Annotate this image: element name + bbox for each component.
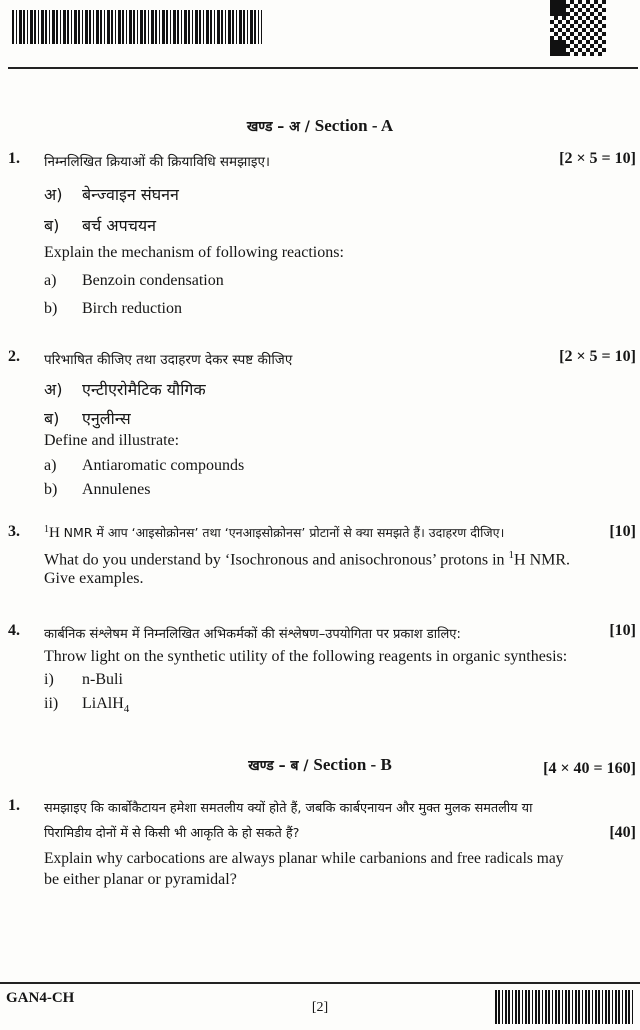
b-q1-text-english-1: Explain why carbocations are always planar while carbanions and free radicals may	[44, 850, 564, 867]
q2-opt-b-hi-label: ब)	[44, 409, 60, 428]
q2-opt-a-hi-label: अ)	[44, 380, 63, 399]
q3-text-english: What do you understand by ‘Isochronous and anisochronous’ protons in $^1$H NMR.	[44, 549, 571, 569]
paper-code: GAN4-CH	[6, 990, 75, 1006]
qr-code	[550, 0, 606, 56]
q2-opt-a-label: a)	[44, 457, 57, 474]
q1-number: 1.	[8, 150, 20, 167]
q2-opt-a-text: Antiaromatic compounds	[82, 457, 245, 474]
b-q1-text-hindi-2: पिरामिडीय दोनों में से किसी भी आकृति के हो सकते हैं?	[44, 826, 300, 841]
section-b-heading: खण्ड – ब / Section - B	[248, 755, 392, 774]
q4-number: 4.	[8, 622, 20, 639]
q1-opt-b-hi-label: ब)	[44, 216, 60, 235]
q3-text-english-2: Give examples.	[44, 570, 144, 587]
q2-opt-b-label: b)	[44, 481, 58, 498]
q3-text-hindi: $^1$H NMR में आप ‘आइसोक्रोनस’ तथा ‘एनआइसोक्रोनस’ प्रोटानों से क्या समझते हैं। उदाहरण दीजिए।	[44, 524, 505, 542]
q1-opt-a-label: a)	[44, 272, 57, 289]
q1-opt-b-label: b)	[44, 300, 58, 317]
q2-text-hindi: परिभाषित कीजिए तथा उदाहरण देकर स्पष्ट कीजिए	[44, 352, 293, 368]
q2-opt-b-hi-text: एनुलीन्स	[82, 409, 131, 428]
q1-opt-b-text: Birch reduction	[82, 300, 182, 317]
q4-text-english: Throw light on the synthetic utility of the following reagents in organic synthesis:	[44, 648, 568, 665]
q4-text-hindi: कार्बनिक संश्लेषम में निम्नलिखित अभिकर्मकों की संश्लेषण–उपयोगिता पर प्रकाश डालिए:	[44, 627, 461, 642]
q1-opt-a-text: Benzoin condensation	[82, 272, 224, 289]
q4-opt-ii-text: LiAlH$_4$	[82, 695, 130, 716]
q4-opt-i-label: i)	[44, 671, 54, 688]
b-q1-marks: [40]	[609, 824, 636, 841]
q4-marks: [10]	[609, 622, 636, 639]
q1-text-hindi: निम्नलिखित क्रियाओं की क्रियाविधि समझाइए।	[44, 154, 271, 170]
q1-opt-a-hi-label: अ)	[44, 185, 63, 204]
page-number: [2]	[311, 1000, 329, 1015]
q2-opt-a-hi-text: एन्टीएरोमैटिक यौगिक	[82, 380, 206, 399]
b-q1-text-english-2: be either planar or pyramidal?	[44, 871, 237, 888]
q3-marks: [10]	[609, 523, 636, 540]
q4-opt-ii-label: ii)	[44, 695, 59, 712]
q1-opt-b-hi-text: बर्च अपचयन	[82, 216, 157, 235]
q2-text-english: Define and illustrate:	[44, 432, 180, 449]
barcode-bottom	[495, 990, 635, 1024]
q2-number: 2.	[8, 348, 20, 365]
q3-number: 3.	[8, 523, 20, 540]
q1-text-english: Explain the mechanism of following reactions:	[44, 244, 344, 261]
q1-opt-a-hi-text: बेन्ज्वाइन संघनन	[82, 185, 179, 204]
footer-rule	[0, 982, 640, 984]
barcode-top	[12, 10, 262, 44]
q2-marks: [2 × 5 = 10]	[559, 348, 636, 365]
section-a-heading: खण्ड – अ / Section - A	[246, 116, 394, 135]
q2-opt-b-text: Annulenes	[82, 481, 151, 498]
b-q1-text-hindi-1: समझाइए कि कार्बोकैटायन हमेशा समतलीय क्यों होते हैं, जबकि कार्बएनायन और मुक्त मुलक समतलीय या	[44, 801, 533, 816]
section-b-marks: [4 × 40 = 160]	[543, 760, 636, 777]
header-rule	[8, 67, 638, 69]
q1-marks: [2 × 5 = 10]	[559, 150, 636, 167]
b-q1-number: 1.	[8, 797, 20, 814]
q4-opt-i-text: n-Buli	[82, 671, 123, 688]
